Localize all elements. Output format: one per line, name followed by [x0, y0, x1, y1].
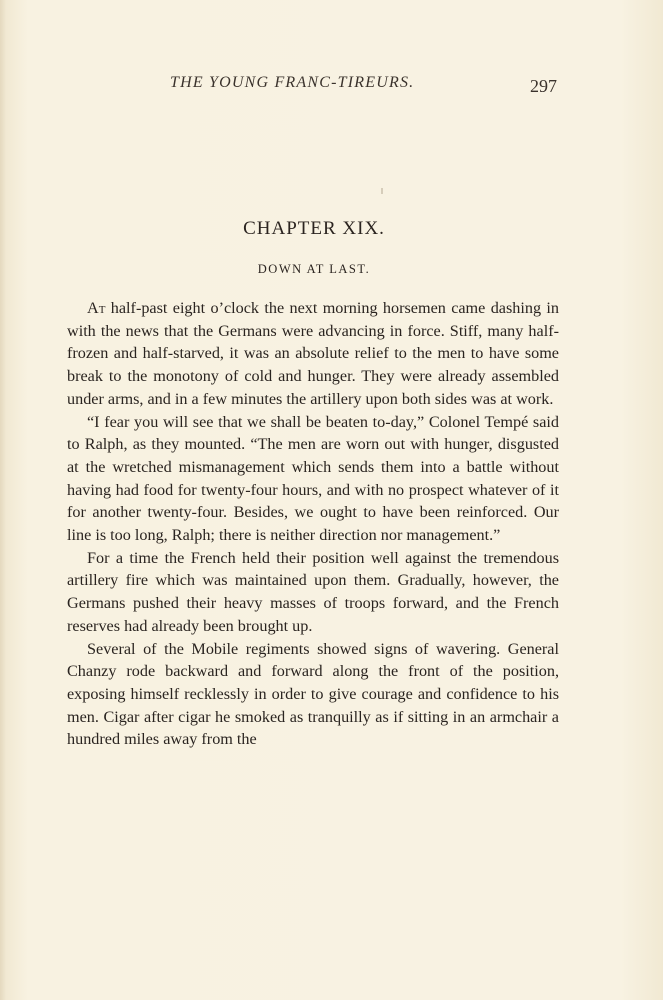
paper-speck: [381, 188, 383, 194]
chapter-body: [67, 297, 559, 751]
running-head: THE YOUNG FRANC-TIREURS.: [170, 74, 415, 91]
paragraph-4: Several of the Mobile regiments showed signs of wavering. General Chanzy rode backward and forward along the front of the position, exposing himself recklessly in order to give courage and confidence to his men. Cigar after cigar he smoked as tranquilly as if sitting in an armchair a hundred miles away from the: [67, 639, 559, 749]
paragraph-1: [67, 297, 559, 411]
paragraph-3: For a time the French held their position well against the tremendous artillery fire which was maintained upon them. Gradually, however, the Germans pushed their heavy masses of troops forward, and the French reserves had already been brought up.: [67, 548, 559, 635]
chapter-subtitle: DOWN AT LAST.: [257, 262, 371, 276]
paragraph-2: “I fear you will see that we shall be beaten to-day,” Colonel Tempé said to Ralph, as they mounted. “The men are worn out with hunger, disgusted at the wretched mismanagement which sends them into a battle without having had food for twenty-four hours, and with no prospect whatever of it for another twenty-four. Besides, we ought to have been reinforced. Our line is too long, Ralph; there is neither direction nor management.”: [67, 412, 559, 545]
paragraph-lead-word: At: [87, 299, 106, 317]
page-edge-shadow: [0, 0, 6, 1000]
chapter-title: CHAPTER XIX.: [243, 218, 385, 239]
page-number: 297: [530, 76, 557, 96]
paragraph-1-text: half-past eight o’clock the next morning horsemen came dashing in with the news that the Germans were advancing in force. Stiff, many half-frozen and half-starved, it was an absolute relief to the men to have some break to the monotony of cold and hunger. They were already assembled under arms, and in a few minutes the artillery upon both sides was at work.: [67, 299, 559, 408]
